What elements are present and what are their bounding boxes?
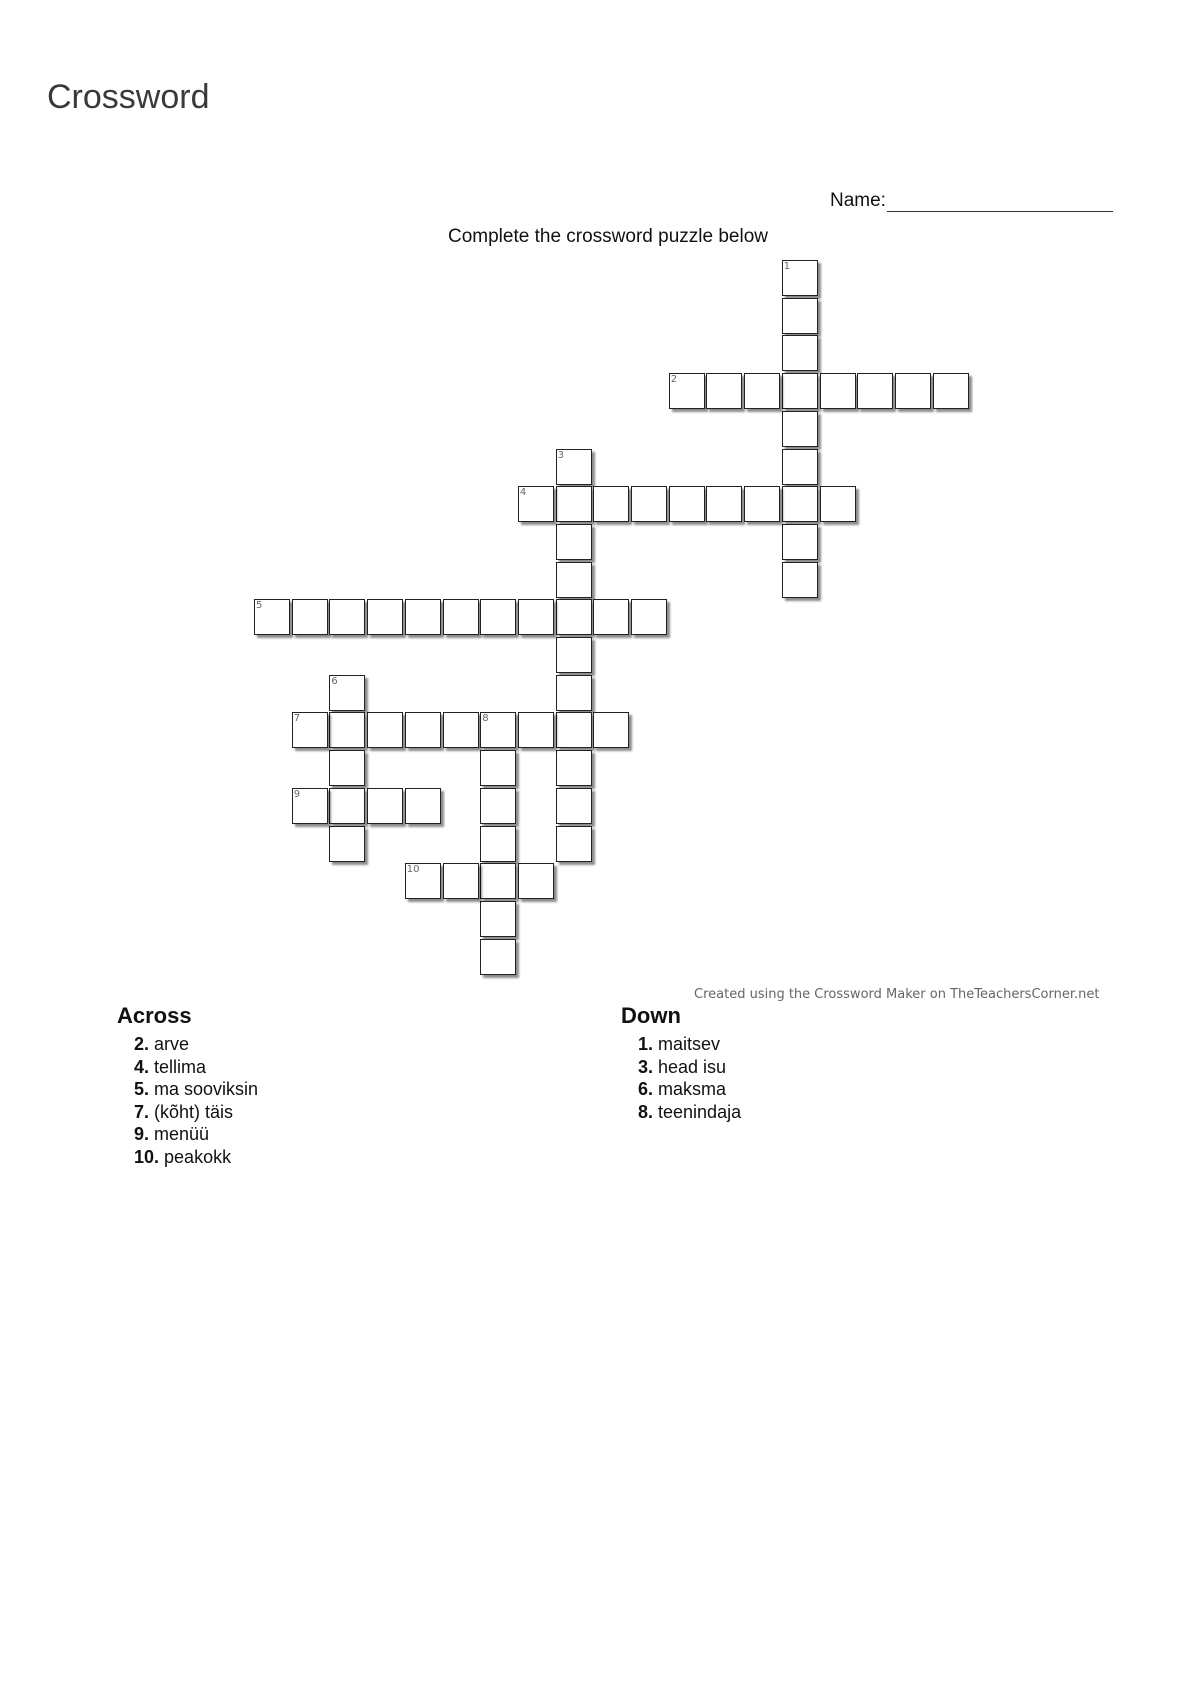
across-clue-number: 5. (134, 1079, 150, 1099)
clue-number-label: 10 (406, 864, 420, 876)
crossword-cell[interactable] (367, 712, 403, 748)
crossword-cell[interactable] (329, 826, 365, 862)
crossword-cell[interactable] (556, 599, 592, 635)
page-title: Crossword (47, 78, 210, 116)
crossword-cell[interactable] (518, 712, 554, 748)
crossword-cell[interactable] (480, 750, 516, 786)
across-clue-item (134, 1033, 258, 1056)
crossword-cell[interactable] (593, 599, 629, 635)
clue-number-label: 5 (256, 600, 263, 612)
clue-number-label: 6 (331, 675, 338, 687)
crossword-cell[interactable] (480, 939, 516, 975)
crossword-cell[interactable] (782, 562, 818, 598)
crossword-cell[interactable] (292, 788, 328, 824)
crossword-cell[interactable] (292, 712, 328, 748)
credit-line: Created using the Crossword Maker on TheTeachersCorner.net (694, 987, 1100, 1002)
across-clue-item (134, 1101, 258, 1124)
down-clue-text: head isu (653, 1056, 727, 1077)
crossword-cell[interactable] (480, 863, 516, 899)
crossword-cell[interactable] (895, 373, 931, 409)
crossword-cell[interactable] (706, 373, 742, 409)
crossword-cell[interactable] (480, 599, 516, 635)
across-clue-list (117, 1033, 258, 1168)
crossword-cell[interactable] (782, 486, 818, 522)
down-clue-item (638, 1056, 741, 1079)
crossword-cell[interactable] (631, 486, 667, 522)
crossword-cell[interactable] (518, 863, 554, 899)
across-clue-number: 9. (134, 1124, 150, 1144)
across-clue-item (134, 1078, 258, 1101)
crossword-cell[interactable] (782, 373, 818, 409)
crossword-cell[interactable] (782, 411, 818, 447)
across-clues (117, 1003, 258, 1168)
crossword-cell[interactable] (782, 524, 818, 560)
crossword-cell[interactable] (329, 712, 365, 748)
crossword-cell[interactable] (443, 599, 479, 635)
crossword-cell[interactable] (933, 373, 969, 409)
down-heading: Down (621, 1003, 681, 1028)
name-label: Name: (830, 190, 886, 211)
crossword-cell[interactable] (669, 373, 705, 409)
crossword-cell[interactable] (782, 298, 818, 334)
crossword-cell[interactable] (556, 712, 592, 748)
down-clues (621, 1003, 741, 1123)
clue-number-label: 1 (783, 261, 791, 272)
crossword-cell[interactable] (556, 524, 592, 560)
crossword-cell[interactable] (820, 373, 856, 409)
across-clue-item (134, 1146, 258, 1169)
across-clue-text: (kõht) täis (149, 1101, 234, 1122)
across-clue-text: ma sooviksin (149, 1079, 259, 1099)
crossword-cell[interactable] (706, 486, 742, 522)
crossword-cell[interactable] (744, 373, 780, 409)
crossword-cell[interactable] (556, 788, 592, 824)
across-clue-text: tellima (149, 1056, 207, 1077)
crossword-cell[interactable] (480, 712, 516, 748)
across-clue-item (134, 1123, 258, 1146)
crossword-cell[interactable] (518, 599, 554, 635)
crossword-cell[interactable] (480, 901, 516, 937)
name-input-line[interactable] (887, 189, 1113, 212)
crossword-cell[interactable] (329, 788, 365, 824)
crossword-cell[interactable] (556, 449, 592, 485)
clue-number-label: 3 (557, 449, 564, 461)
across-clue-number: 7. (134, 1101, 150, 1122)
crossword-cell[interactable] (556, 637, 592, 673)
clue-number-label: 2 (670, 374, 678, 386)
crossword-cell[interactable] (329, 750, 365, 786)
down-clue-number: 6. (638, 1079, 654, 1099)
across-clue-number: 2. (134, 1034, 150, 1054)
name-field-row (830, 189, 1113, 212)
down-clue-text: maitsev (653, 1034, 721, 1054)
crossword-cell[interactable] (556, 486, 592, 522)
clue-number-label: 9 (293, 788, 301, 800)
crossword-cell[interactable] (518, 486, 554, 522)
clue-number-label: 4 (519, 487, 527, 499)
down-clue-number: 1. (638, 1034, 654, 1054)
crossword-cell[interactable] (367, 788, 403, 824)
crossword-cell[interactable] (593, 486, 629, 522)
crossword-cell[interactable] (556, 562, 592, 598)
across-heading: Across (117, 1003, 192, 1028)
crossword-cell[interactable] (405, 788, 441, 824)
down-clue-number: 8. (638, 1101, 654, 1122)
across-clue-item (134, 1056, 258, 1079)
crossword-cell[interactable] (405, 712, 441, 748)
down-clue-list (621, 1033, 741, 1123)
instructions: Complete the crossword puzzle below (448, 226, 768, 247)
across-clue-text: menüü (149, 1124, 210, 1144)
crossword-cell[interactable] (782, 335, 818, 371)
crossword-cell[interactable] (782, 449, 818, 485)
down-clue-item (638, 1101, 741, 1124)
crossword-cell[interactable] (480, 826, 516, 862)
crossword-cell[interactable] (782, 260, 818, 296)
crossword-cell[interactable] (556, 675, 592, 711)
crossword-cell[interactable] (744, 486, 780, 522)
crossword-cell[interactable] (405, 599, 441, 635)
clue-number-label: 7 (293, 713, 301, 725)
crossword-cell[interactable] (292, 599, 328, 635)
down-clue-item (638, 1033, 741, 1056)
crossword-cell[interactable] (669, 486, 705, 522)
crossword-cell[interactable] (857, 373, 893, 409)
down-clue-item (638, 1078, 741, 1101)
crossword-cell[interactable] (631, 599, 667, 635)
across-clue-number: 10. (134, 1146, 160, 1167)
clue-number-label: 8 (482, 713, 489, 725)
crossword-cell[interactable] (443, 863, 479, 899)
crossword-cell[interactable] (329, 599, 365, 635)
across-clue-text: peakokk (159, 1146, 232, 1167)
down-clue-text: maksma (653, 1079, 727, 1099)
crossword-cell[interactable] (593, 712, 629, 748)
down-clue-number: 3. (638, 1056, 654, 1077)
crossword-cell[interactable] (254, 599, 290, 635)
crossword-cell[interactable] (820, 486, 856, 522)
crossword-cell[interactable] (556, 826, 592, 862)
down-clue-text: teenindaja (653, 1101, 742, 1122)
across-clue-text: arve (149, 1034, 190, 1054)
crossword-cell[interactable] (443, 712, 479, 748)
crossword-cell[interactable] (367, 599, 403, 635)
crossword-cell[interactable] (405, 863, 441, 899)
crossword-cell[interactable] (329, 675, 365, 711)
across-clue-number: 4. (134, 1056, 150, 1077)
crossword-cell[interactable] (480, 788, 516, 824)
crossword-cell[interactable] (556, 750, 592, 786)
